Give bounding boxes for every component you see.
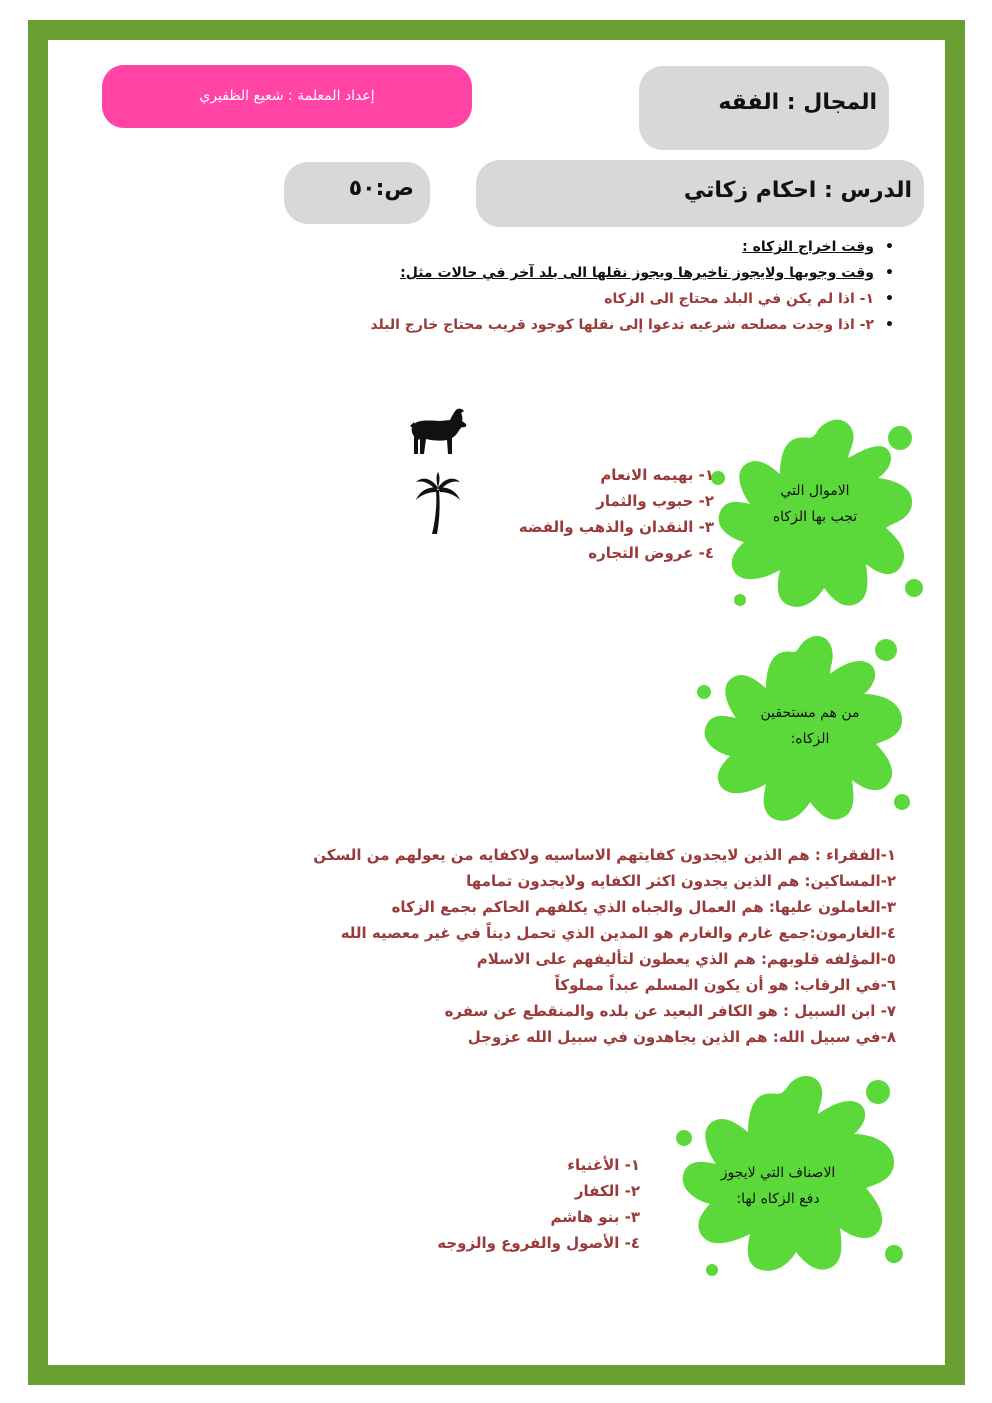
list-item: ٤- الأصول والفروع والزوجه xyxy=(437,1234,640,1252)
goat-icon xyxy=(406,406,470,458)
intro-item: • وقت اخراج الزكاه : xyxy=(370,234,896,260)
section3-label-line1: الاصناف التي لايجوز xyxy=(720,1165,836,1181)
page-number: ص:٥٠ xyxy=(348,176,414,201)
list-item: ١- الأغنياء xyxy=(567,1156,640,1174)
author-label: إعداد المعلمة : شعيع الظفيري xyxy=(199,88,375,104)
list-item: ٤-الغارمون:جمع غارم والغارم هو المدين الذي تحمل ديناً في غير معصيه الله xyxy=(340,924,896,942)
list-item: ١-الفقراء : هم الذين لايجدون كفايتهم الاساسيه ولاكفايه من يعولهم من السكن xyxy=(313,846,896,864)
intro-item: • ٢- اذا وجدت مصلحه شرعيه تدعوا إلى نقلها كوجود قريب محتاج خارج البلد xyxy=(370,312,896,338)
list-item: ٣- بنو هاشم xyxy=(550,1208,640,1226)
list-item: ٢-المساكين: هم الذين يجدون اكثر الكفايه ولايجدون تمامها xyxy=(466,872,896,890)
list-item: ٦-في الرقاب: هو أن يكون المسلم عبداً مملوكاً xyxy=(554,976,896,994)
list-item: ٥-المؤلفه قلوبهم: هم الذي يعطون لتأليفهم على الاسلام xyxy=(476,950,896,968)
list-item: ٣-العاملون عليها: هم العمال والجباه الذي يكلفهم الحاكم بجمع الزكاه xyxy=(391,898,896,916)
intro-item: • وقت وجوبها ولايجوز تاخيرها ويجوز نقلها الى بلد آخر في حالات مثل: xyxy=(370,260,896,286)
section3-label-line2: دفع الزكاه لها: xyxy=(736,1191,820,1207)
field-title: المجال : الفقه xyxy=(718,90,877,115)
section1-list xyxy=(519,462,714,566)
field-box xyxy=(639,66,889,150)
section2-label xyxy=(740,700,880,752)
section2-label-line1: من هم مستحقين xyxy=(760,705,860,721)
section2-label-line2: الزكاه: xyxy=(790,731,830,747)
section1-label-line2: تجب بها الزكاه xyxy=(772,509,858,525)
intro-list xyxy=(370,234,896,338)
list-item: ٨-في سبيل الله: هم الذين يجاهدون في سبيل الله عزوجل xyxy=(467,1028,896,1046)
list-item: ٣- النقدان والذهب والفضه xyxy=(518,518,714,536)
author-banner xyxy=(102,65,472,128)
section2-list xyxy=(313,842,896,1050)
page-number-box xyxy=(284,162,430,224)
list-item: ١- بهيمه الانعام xyxy=(600,466,714,484)
intro-item: • ١- اذا لم يكن في البلد محتاج الى الزكاه xyxy=(370,286,896,312)
lesson-box xyxy=(476,160,924,227)
palm-tree-icon xyxy=(414,472,462,536)
section1-label xyxy=(740,478,890,530)
list-item: ٤- عروض التجاره xyxy=(588,544,714,562)
list-item: ٢- الكفار xyxy=(574,1182,640,1200)
lesson-title: الدرس : احكام زكاتي xyxy=(683,178,912,203)
section3-list xyxy=(437,1152,640,1256)
section3-label xyxy=(698,1160,858,1212)
section1-label-line1: الاموال التي xyxy=(780,483,850,499)
list-item: ٧- ابن السبيل : هو الكافر البعيد عن بلده والمنقطع عن سفره xyxy=(444,1002,896,1020)
list-item: ٢- حبوب والثمار xyxy=(596,492,714,510)
